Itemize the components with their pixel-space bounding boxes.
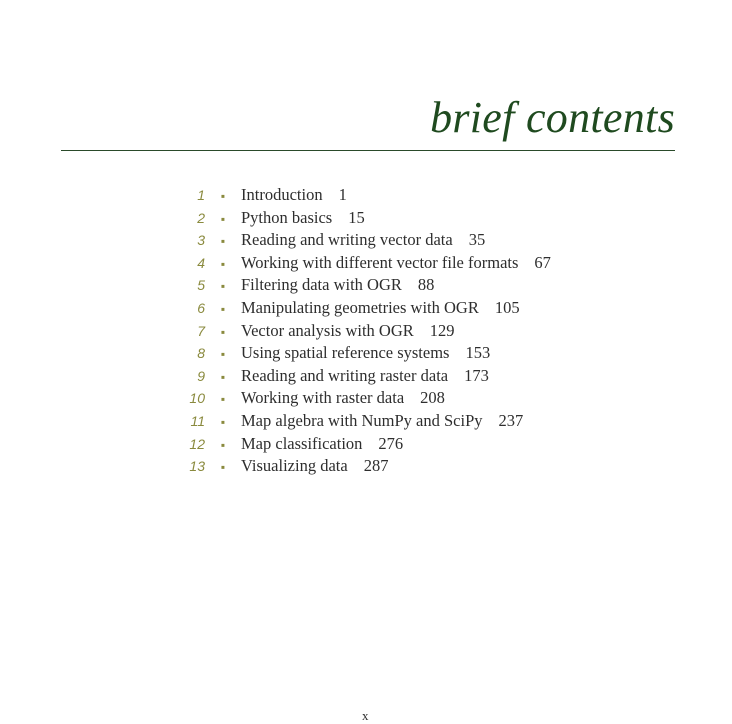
bullet-icon: ▪: [220, 392, 226, 407]
toc-entry[interactable]: [180, 388, 551, 411]
chapter-title: Working with raster data: [241, 388, 405, 408]
chapter-title: Map algebra with NumPy and SciPy: [241, 410, 483, 430]
chapter-page: 88: [417, 275, 435, 295]
title-rule: [61, 150, 675, 151]
toc-entry[interactable]: [180, 366, 551, 389]
toc-entry[interactable]: [180, 298, 551, 321]
bullet-icon: ▪: [220, 189, 226, 203]
page-number: x: [362, 708, 369, 723]
chapter-title: Working with different vector file formats: [241, 252, 519, 272]
chapter-title: Visualizing data: [241, 456, 348, 476]
bullet-icon: ▪: [220, 301, 226, 316]
toc-entry[interactable]: [180, 253, 551, 276]
bullet-icon: ▪: [220, 211, 226, 226]
chapter-title: Python basics: [241, 207, 333, 227]
bullet-icon: ▪: [220, 347, 226, 362]
chapter-title: Map classification: [241, 433, 363, 453]
bullet-icon: ▪: [220, 369, 226, 384]
chapter-page: 153: [465, 343, 491, 363]
chapter-page: 129: [429, 320, 455, 340]
chapter-page: 237: [498, 410, 524, 430]
chapter-number: 9: [197, 367, 205, 384]
chapter-page: 173: [464, 365, 489, 385]
bullet-icon: ▪: [220, 414, 226, 429]
toc-entry[interactable]: [180, 275, 551, 298]
bullet-icon: ▪: [220, 437, 226, 452]
chapter-number: 6: [197, 299, 205, 316]
bullet-icon: ▪: [220, 234, 226, 249]
bullet-icon: ▪: [220, 279, 226, 294]
chapter-title: Reading and writing vector data: [241, 230, 453, 250]
bullet-icon: ▪: [220, 324, 226, 339]
toc-entry[interactable]: [180, 230, 551, 253]
chapter-page: 67: [534, 252, 551, 272]
toc-entry[interactable]: [180, 456, 551, 479]
chapter-number: 5: [197, 277, 205, 294]
chapter-number: 1: [197, 187, 205, 203]
table-of-contents: [180, 185, 551, 479]
chapter-number: 7: [197, 322, 205, 339]
toc-entry[interactable]: [180, 411, 551, 434]
chapter-title: Filtering data with OGR: [241, 275, 402, 295]
chapter-page: 1: [338, 185, 347, 204]
chapter-number: 13: [189, 458, 205, 475]
chapter-page: 276: [378, 433, 404, 453]
chapter-title: Manipulating geometries with OGR: [241, 297, 479, 317]
chapter-number: 4: [197, 254, 205, 271]
chapter-page: 208: [420, 388, 445, 408]
chapter-page: 287: [363, 456, 389, 476]
chapter-title: Vector analysis with OGR: [241, 320, 414, 340]
page-title: brief contents: [430, 93, 675, 142]
chapter-number: 3: [197, 232, 205, 249]
chapter-page: 15: [348, 207, 365, 227]
chapter-number: 10: [189, 390, 205, 407]
chapter-title: Introduction: [241, 185, 323, 204]
chapter-page: 35: [468, 230, 486, 250]
chapter-title: Reading and writing raster data: [241, 365, 449, 385]
toc-entry[interactable]: [180, 434, 551, 457]
chapter-number: 8: [197, 345, 205, 362]
toc-entry[interactable]: [180, 343, 551, 366]
bullet-icon: ▪: [220, 256, 226, 271]
toc-entry[interactable]: [180, 208, 551, 231]
chapter-number: 12: [189, 435, 205, 452]
chapter-title: Using spatial reference systems: [241, 343, 450, 363]
bullet-icon: ▪: [220, 460, 226, 475]
toc-entry[interactable]: [180, 185, 551, 208]
chapter-number: 11: [190, 412, 205, 429]
chapter-number: 2: [197, 209, 205, 226]
chapter-page: 105: [494, 297, 520, 317]
toc-entry[interactable]: [180, 321, 551, 344]
